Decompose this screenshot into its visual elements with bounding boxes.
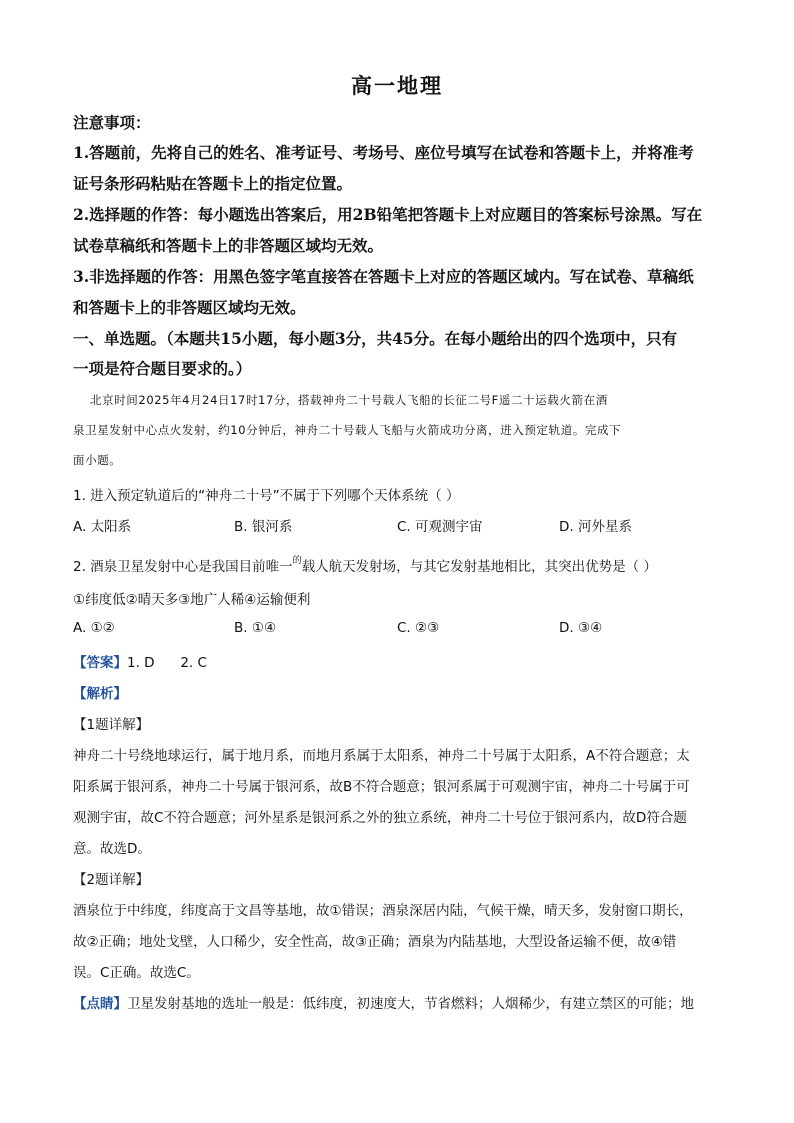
question-1-stem: 1. 进入预定轨道后的“神舟二十号”不属于下列哪个天体系统（ ） [73, 488, 460, 504]
detail-1-line: 阳系属于银河系，神舟二十号属于银河系，故B不符合题意；银河系属于可观测宇宙，神舟二十号属于可 [73, 779, 690, 795]
notice-line: 3.非选择题的作答：用黑色签字笔直接答在答题卡上对应的答题区域内。写在试卷、草稿纸 [73, 267, 694, 286]
answer-text: 1. D 2. C [127, 655, 207, 671]
q1-option-b: B. 银河系 [234, 519, 293, 535]
detail-2-line: 误。C正确。故选C。 [73, 965, 200, 981]
detail-1-tag: 【1题详解】 [73, 717, 150, 733]
detail-2-line: 酒泉位于中纬度，纬度高于文昌等基地，故①错误；酒泉深居内陆，气候干燥，晴天多，发射窗口期长， [73, 903, 693, 919]
q2-option-d: D. ③④ [559, 620, 603, 636]
q2-option-b: B. ①④ [234, 620, 277, 636]
analysis-tag: 【解析】 [73, 686, 127, 702]
q1-option-d: D. 河外星系 [559, 519, 632, 535]
passage-line: 面小题。 [73, 453, 122, 467]
passage-line: 北京时间2025年4月24日17时17分，搭载神舟二十号载人飞船的长征二号F遥二十运载火箭在酒 [90, 393, 608, 407]
detail-2-line: 故②正确；地处戈壁，人口稀少，安全性高，故③正确；酒泉为内陆基地，大型设备运输不便，故④错 [73, 934, 677, 950]
detail-1-line: 意。故选D。 [73, 841, 151, 857]
q1-option-c: C. 可观测宇宙 [397, 519, 483, 535]
section-heading: 一、单选题。（本题共15小题，每小题3分，共45分。在每小题给出的四个选项中，只有 [73, 329, 678, 348]
question-2-stem [73, 555, 733, 575]
section-heading-cont: 一项是符合题目要求的。） [73, 359, 252, 378]
answer-line [73, 651, 733, 671]
notice-line: 证号条形码粘贴在答题卡上的指定位置。 [73, 174, 353, 193]
page-title: 高一地理 [351, 73, 443, 98]
notice-line: 和答题卡上的非答题区域均无效。 [73, 298, 306, 317]
q2-stem-part: 载人航天发射场，与其它发射基地相比，其突出优势是（ ） [301, 559, 657, 575]
detail-2-tag: 【2题详解】 [73, 872, 150, 888]
q2-choices: ①纬度低②晴天多③地广人稀④运输便利 [73, 592, 311, 608]
q2-stem-part: 2. 酒泉卫星发射中心是我国目前唯一 [73, 559, 293, 575]
detail-1-line: 神舟二十号绕地球运行，属于地月系，而地月系属于太阳系，神舟二十号属于太阳系，A不符合题意；太 [73, 748, 690, 764]
q1-option-a: A. 太阳系 [73, 519, 132, 535]
notice-heading: 注意事项： [73, 113, 151, 132]
tip-line [73, 992, 733, 1012]
detail-1-line: 观测宇宙，故C不符合题意；河外星系是银河系之外的独立系统，神舟二十号位于银河系内，故D符合题 [73, 810, 687, 826]
answer-tag: 【答案】 [73, 655, 127, 671]
notice-line: 1.答题前，先将自己的姓名、准考证号、考场号、座位号填写在试卷和答题卡上，并将准考 [73, 143, 694, 162]
tip-text: 卫星发射基地的选址一般是：低纬度，初速度大，节省燃料；人烟稀少，有建立禁区的可能；地 [127, 996, 694, 1012]
passage-line: 泉卫星发射中心点火发射，约10分钟后，神舟二十号载人飞船与火箭成功分离，进入预定轨道。完成下 [73, 423, 622, 437]
notice-line: 试卷草稿纸和答题卡上的非答题区域均无效。 [73, 236, 384, 255]
q2-stem-sup: 的 [292, 556, 302, 566]
q2-option-c: C. ②③ [397, 620, 440, 636]
notice-line: 2.选择题的作答：每小题选出答案后，用2B铅笔把答题卡上对应题目的答案标号涂黑。写在 [73, 205, 703, 224]
q2-option-a: A. ①② [73, 620, 115, 636]
tip-tag: 【点睛】 [73, 996, 127, 1012]
